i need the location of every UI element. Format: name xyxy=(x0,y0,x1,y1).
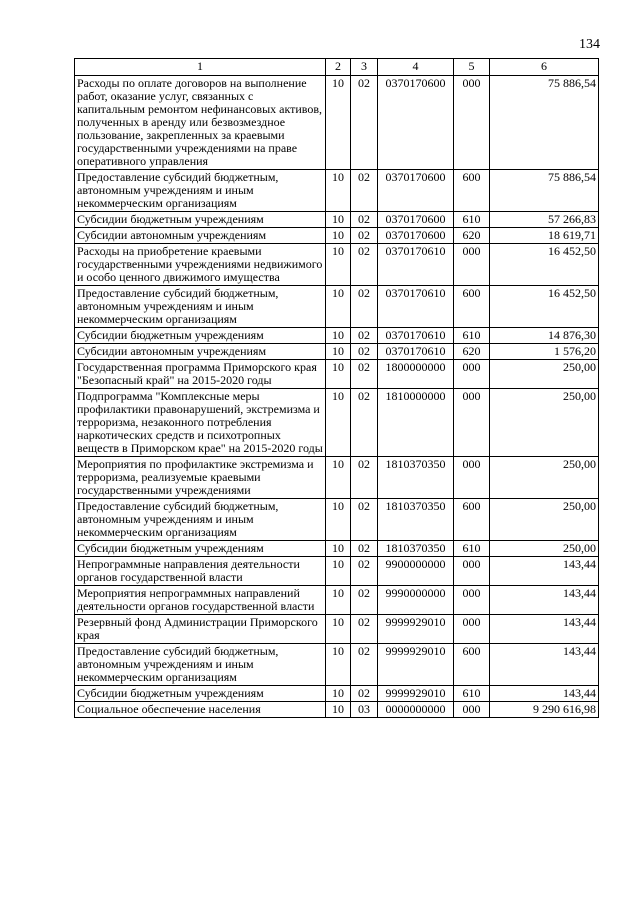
row-target-article: 0370170600 xyxy=(378,212,454,228)
row-expense-type: 000 xyxy=(454,557,490,586)
row-amount: 250,00 xyxy=(490,457,599,499)
row-target-article: 0370170610 xyxy=(378,286,454,328)
row-amount: 75 886,54 xyxy=(490,170,599,212)
row-section: 10 xyxy=(326,344,351,360)
row-name: Предоставление субсидий бюджетным, автономным учреждениям и иным некоммерческим организациям xyxy=(75,286,326,328)
row-amount: 1 576,20 xyxy=(490,344,599,360)
row-expense-type: 600 xyxy=(454,286,490,328)
row-name: Мероприятия по профилактике экстремизма и терроризма, реализуемые краевыми государственными учреждениями xyxy=(75,457,326,499)
row-expense-type: 610 xyxy=(454,328,490,344)
row-target-article: 1810370350 xyxy=(378,457,454,499)
table-row xyxy=(75,286,599,328)
row-section: 10 xyxy=(326,244,351,286)
header-col-2: 2 xyxy=(326,59,351,76)
row-expense-type: 000 xyxy=(454,389,490,457)
row-section: 10 xyxy=(326,286,351,328)
row-amount: 57 266,83 xyxy=(490,212,599,228)
row-target-article: 1810370350 xyxy=(378,499,454,541)
row-subsection: 03 xyxy=(351,702,378,718)
row-amount: 250,00 xyxy=(490,360,599,389)
row-section: 10 xyxy=(326,212,351,228)
row-expense-type: 000 xyxy=(454,457,490,499)
row-amount: 75 886,54 xyxy=(490,76,599,170)
row-amount: 250,00 xyxy=(490,541,599,557)
table-row xyxy=(75,586,599,615)
table-row xyxy=(75,228,599,244)
budget-table xyxy=(74,58,599,718)
row-expense-type: 620 xyxy=(454,228,490,244)
row-section: 10 xyxy=(326,389,351,457)
row-target-article: 9999929010 xyxy=(378,686,454,702)
row-section: 10 xyxy=(326,644,351,686)
row-target-article: 0370170600 xyxy=(378,228,454,244)
row-subsection: 02 xyxy=(351,541,378,557)
row-section: 10 xyxy=(326,499,351,541)
row-section: 10 xyxy=(326,702,351,718)
table-row xyxy=(75,702,599,718)
row-name: Мероприятия непрограммных направлений деятельности органов государственной власти xyxy=(75,586,326,615)
row-subsection: 02 xyxy=(351,360,378,389)
table-row xyxy=(75,360,599,389)
row-section: 10 xyxy=(326,360,351,389)
table-row xyxy=(75,457,599,499)
table-row xyxy=(75,344,599,360)
row-amount: 14 876,30 xyxy=(490,328,599,344)
row-target-article: 9999929010 xyxy=(378,615,454,644)
row-name: Резервный фонд Администрации Приморского края xyxy=(75,615,326,644)
row-subsection: 02 xyxy=(351,76,378,170)
row-amount: 143,44 xyxy=(490,644,599,686)
row-target-article: 0000000000 xyxy=(378,702,454,718)
header-col-4: 4 xyxy=(378,59,454,76)
row-name: Субсидии бюджетным учреждениям xyxy=(75,541,326,557)
row-name: Расходы на приобретение краевыми государственными учреждениями недвижимого и особо ценного движимого имущества xyxy=(75,244,326,286)
row-subsection: 02 xyxy=(351,328,378,344)
row-expense-type: 000 xyxy=(454,76,490,170)
table-row xyxy=(75,686,599,702)
row-name: Государственная программа Приморского края "Безопасный край" на 2015-2020 годы xyxy=(75,360,326,389)
row-name: Непрограммные направления деятельности органов государственной власти xyxy=(75,557,326,586)
row-target-article: 0370170600 xyxy=(378,76,454,170)
row-expense-type: 610 xyxy=(454,686,490,702)
row-expense-type: 000 xyxy=(454,244,490,286)
row-subsection: 02 xyxy=(351,644,378,686)
row-section: 10 xyxy=(326,615,351,644)
row-name: Субсидии автономным учреждениям xyxy=(75,228,326,244)
row-target-article: 9999929010 xyxy=(378,644,454,686)
table-row xyxy=(75,644,599,686)
header-col-1: 1 xyxy=(75,59,326,76)
row-subsection: 02 xyxy=(351,228,378,244)
table-row xyxy=(75,170,599,212)
row-subsection: 02 xyxy=(351,344,378,360)
row-expense-type: 000 xyxy=(454,586,490,615)
table-row xyxy=(75,615,599,644)
row-name: Подпрограмма "Комплексные меры профилактики правонарушений, экстремизма и терроризма, незаконного потребления наркотических средств и психотропных веществ в Приморском крае" на 2015-2020 годы xyxy=(75,389,326,457)
row-amount: 143,44 xyxy=(490,686,599,702)
table-row xyxy=(75,557,599,586)
row-name: Субсидии бюджетным учреждениям xyxy=(75,328,326,344)
row-section: 10 xyxy=(326,228,351,244)
row-subsection: 02 xyxy=(351,244,378,286)
row-target-article: 1800000000 xyxy=(378,360,454,389)
page-number: 134 xyxy=(579,37,600,52)
row-name: Социальное обеспечение населения xyxy=(75,702,326,718)
row-name: Субсидии автономным учреждениям xyxy=(75,344,326,360)
row-amount: 16 452,50 xyxy=(490,244,599,286)
row-amount: 143,44 xyxy=(490,615,599,644)
row-amount: 18 619,71 xyxy=(490,228,599,244)
row-expense-type: 600 xyxy=(454,499,490,541)
table-row xyxy=(75,499,599,541)
table-row xyxy=(75,244,599,286)
row-amount: 250,00 xyxy=(490,499,599,541)
row-expense-type: 000 xyxy=(454,360,490,389)
row-target-article: 1810000000 xyxy=(378,389,454,457)
row-name: Расходы по оплате договоров на выполнение работ, оказание услуг, связанных с капитальным ремонтом нефинансовых активов, полученных в аренду или безвозмездное пользование, закрепленных за краевыми государственными учреждениями на праве оперативного управления xyxy=(75,76,326,170)
row-name: Субсидии бюджетным учреждениям xyxy=(75,212,326,228)
row-subsection: 02 xyxy=(351,557,378,586)
row-section: 10 xyxy=(326,457,351,499)
row-amount: 16 452,50 xyxy=(490,286,599,328)
row-name: Предоставление субсидий бюджетным, автономным учреждениям и иным некоммерческим организациям xyxy=(75,499,326,541)
row-target-article: 0370170600 xyxy=(378,170,454,212)
row-subsection: 02 xyxy=(351,457,378,499)
row-target-article: 1810370350 xyxy=(378,541,454,557)
row-expense-type: 610 xyxy=(454,212,490,228)
row-section: 10 xyxy=(326,541,351,557)
row-target-article: 0370170610 xyxy=(378,328,454,344)
row-subsection: 02 xyxy=(351,499,378,541)
header-col-3: 3 xyxy=(351,59,378,76)
row-target-article: 9990000000 xyxy=(378,586,454,615)
row-expense-type: 600 xyxy=(454,170,490,212)
header-col-6: 6 xyxy=(490,59,599,76)
header-col-5: 5 xyxy=(454,59,490,76)
row-subsection: 02 xyxy=(351,615,378,644)
row-subsection: 02 xyxy=(351,212,378,228)
table-row xyxy=(75,389,599,457)
table-row xyxy=(75,76,599,170)
row-section: 10 xyxy=(326,170,351,212)
row-section: 10 xyxy=(326,76,351,170)
row-expense-type: 000 xyxy=(454,702,490,718)
row-name: Предоставление субсидий бюджетным, автономным учреждениям и иным некоммерческим организациям xyxy=(75,170,326,212)
row-section: 10 xyxy=(326,557,351,586)
row-target-article: 0370170610 xyxy=(378,344,454,360)
row-subsection: 02 xyxy=(351,686,378,702)
table-body xyxy=(75,76,599,718)
row-expense-type: 600 xyxy=(454,644,490,686)
row-name: Субсидии бюджетным учреждениям xyxy=(75,686,326,702)
row-amount: 143,44 xyxy=(490,557,599,586)
row-amount: 9 290 616,98 xyxy=(490,702,599,718)
row-expense-type: 000 xyxy=(454,615,490,644)
row-target-article: 9900000000 xyxy=(378,557,454,586)
table-row xyxy=(75,212,599,228)
row-expense-type: 610 xyxy=(454,541,490,557)
row-subsection: 02 xyxy=(351,389,378,457)
row-amount: 143,44 xyxy=(490,586,599,615)
row-section: 10 xyxy=(326,328,351,344)
header-row xyxy=(75,59,599,76)
row-subsection: 02 xyxy=(351,586,378,615)
row-expense-type: 620 xyxy=(454,344,490,360)
row-section: 10 xyxy=(326,686,351,702)
row-subsection: 02 xyxy=(351,170,378,212)
row-amount: 250,00 xyxy=(490,389,599,457)
row-section: 10 xyxy=(326,586,351,615)
row-target-article: 0370170610 xyxy=(378,244,454,286)
row-subsection: 02 xyxy=(351,286,378,328)
table-row xyxy=(75,328,599,344)
table-row xyxy=(75,541,599,557)
row-name: Предоставление субсидий бюджетным, автономным учреждениям и иным некоммерческим организациям xyxy=(75,644,326,686)
